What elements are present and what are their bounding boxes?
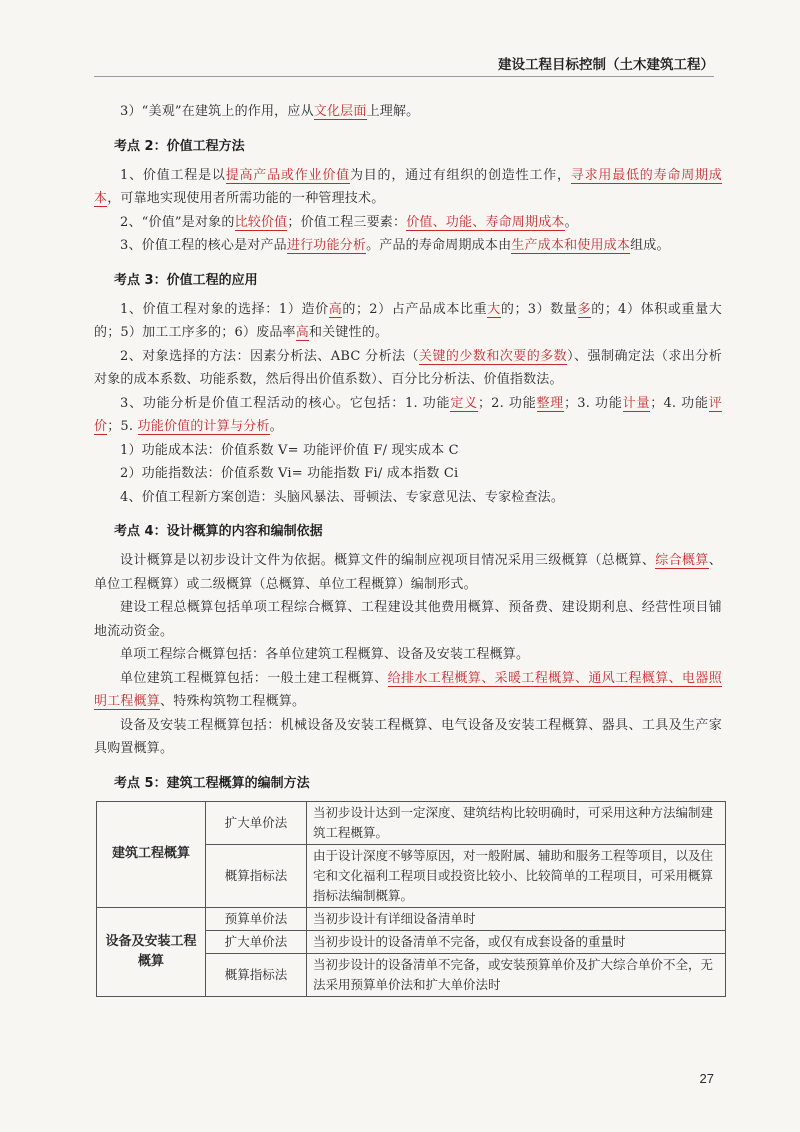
highlight: 价值、功能、寿命周期成本	[406, 214, 565, 230]
highlight: 多	[577, 301, 592, 317]
s3-formula-2: 2）功能指数法：价值系数 Vi= 功能指数 Fi/ 成本指数 Ci	[120, 466, 459, 481]
section-title-2: 考点 2：价值工程方法	[114, 138, 245, 154]
s4-paragraph-2: 建设工程总概算包括单项工程综合概算、工程建设其他费用概算、预备费、建设期利息、经营性项目铺地流动资金。	[94, 600, 722, 639]
highlight: 高	[295, 325, 309, 340]
s4-paragraph-4: 单位建筑工程概算包括：一般土建工程概算、给排水工程概算、采暖工程概算、通风工程概算、电器照明工程概算、特殊构筑物工程概算。	[94, 670, 722, 709]
page-body	[94, 100, 722, 997]
table-method-cell: 扩大单价法	[206, 930, 307, 953]
page-header-title: 建设工程目标控制（土木建筑工程）	[498, 57, 714, 73]
table-category-cell: 设备及安装工程概算	[97, 907, 206, 996]
highlight: 生产成本和使用成本	[511, 238, 631, 253]
highlight: 定义	[450, 395, 478, 411]
highlight: 文化层面	[313, 104, 367, 119]
highlight: 大	[487, 301, 501, 317]
highlight: 给排水工程概算、采暖工程概算、通风工程概算、电器照明工程概算	[94, 670, 722, 709]
table-method-cell: 预算单价法	[206, 907, 307, 930]
section-title-4: 考点 4：设计概算的内容和编制依据	[114, 524, 323, 539]
table-desc-cell: 当初步设计有详细设备清单时	[307, 907, 726, 930]
s4-paragraph-3: 单项工程综合概算包括：各单位建筑工程概算、设备及安装工程概算。	[120, 647, 530, 662]
s3-paragraph-4: 4、价值工程新方案创造：头脑风暴法、哥顿法、专家意见法、专家检查法。	[120, 489, 565, 505]
table-desc-cell: 当初步设计的设备清单不完备，或仅有成套设备的重量时	[307, 930, 726, 953]
table-row	[97, 907, 726, 930]
highlight: 寻求用最低的寿命周期成本	[94, 167, 723, 206]
s4-paragraph-5: 设备及安装工程概算包括：机械设备及安装工程概算、电气设备及安装工程概算、器具、工具及生产家具购置概算。	[94, 717, 722, 756]
s2-paragraph-2: 2、“价值”是对象的比较价值；价值工程三要素：价值、功能、寿命周期成本。	[120, 214, 578, 230]
estimate-methods-table	[96, 801, 726, 997]
highlight: 功能价值的计算与分析	[137, 419, 270, 434]
table-category-cell: 建筑工程概算	[97, 801, 206, 907]
table-method-cell: 概算指标法	[206, 844, 307, 907]
s3-formula-1: 1）功能成本法：价值系数 V= 功能评价值 F/ 现实成本 C	[120, 442, 459, 458]
highlight: 综合概算	[655, 553, 709, 568]
s3-paragraph-1: 1、价值工程对象的选择：1）造价高的；2）占产品成本比重大的；3）数量多的；4）体积或重量大的；5）加工工序多的；6）废品率高和关键性的。	[94, 301, 722, 340]
s4-paragraph-1: 设计概算是以初步设计文件为依据。概算文件的编制应视项目情况采用三级概算（总概算、综合概算、单位工程概算）或二级概算（总概算、单位工程概算）编制形式。	[94, 553, 722, 592]
highlight: 比较价值	[234, 214, 288, 230]
s2-paragraph-3: 3、价值工程的核心是对产品进行功能分析。产品的寿命周期成本由生产成本和使用成本组成。	[120, 238, 670, 253]
s3-paragraph-3: 3、功能分析是价值工程活动的核心。它包括：1. 功能定义；2. 功能整理；3. 功能计量；4. 功能评价；5. 功能价值的计算与分析。	[94, 395, 722, 434]
section-title-5: 考点 5：建筑工程概算的编制方法	[114, 775, 310, 791]
highlight: 关键的少数和次要的多数	[418, 348, 568, 364]
table-desc-cell: 当初步设计达到一定深度、建筑结构比较明确时，可采用这种方法编制建筑工程概算。	[307, 801, 726, 844]
section-title-3: 考点 3：价值工程的应用	[114, 272, 258, 288]
highlight: 高	[328, 301, 343, 317]
table-desc-cell: 当初步设计的设备清单不完备，或安装预算单价及扩大综合单价不全，无法采用预算单价法和扩大单价法时	[307, 953, 726, 996]
highlight: 计量	[622, 395, 651, 411]
table-method-cell: 概算指标法	[206, 953, 307, 996]
page-number: 27	[699, 1071, 714, 1086]
highlight: 整理	[536, 395, 565, 411]
table-desc-cell: 由于设计深度不够等原因，对一般附属、辅助和服务工程等项目，以及住宅和文化福利工程项目或投资比较小、比较简单的工程项目，可采用概算指标法编制概算。	[307, 844, 726, 907]
header-rule	[94, 76, 714, 77]
table-row	[97, 801, 726, 844]
intro-paragraph: 3）“美观”在建筑上的作用，应从文化层面上理解。	[120, 104, 420, 119]
highlight: 提高产品或作业价值	[225, 167, 350, 183]
highlight: 进行功能分析	[286, 238, 367, 253]
highlight: 评价	[94, 395, 722, 434]
s2-paragraph-1: 1、价值工程是以提高产品或作业价值为目的，通过有组织的创造性工作，寻求用最低的寿命周期成本，可靠地实现使用者所需功能的一种管理技术。	[94, 167, 723, 206]
table-method-cell: 扩大单价法	[206, 801, 307, 844]
s3-paragraph-2: 2、对象选择的方法：因素分析法、ABC 分析法（关键的少数和次要的多数）、强制确定法（求出分析对象的成本系数、功能系数，然后得出价值系数）、百分比分析法、价值指数法。	[94, 348, 722, 387]
